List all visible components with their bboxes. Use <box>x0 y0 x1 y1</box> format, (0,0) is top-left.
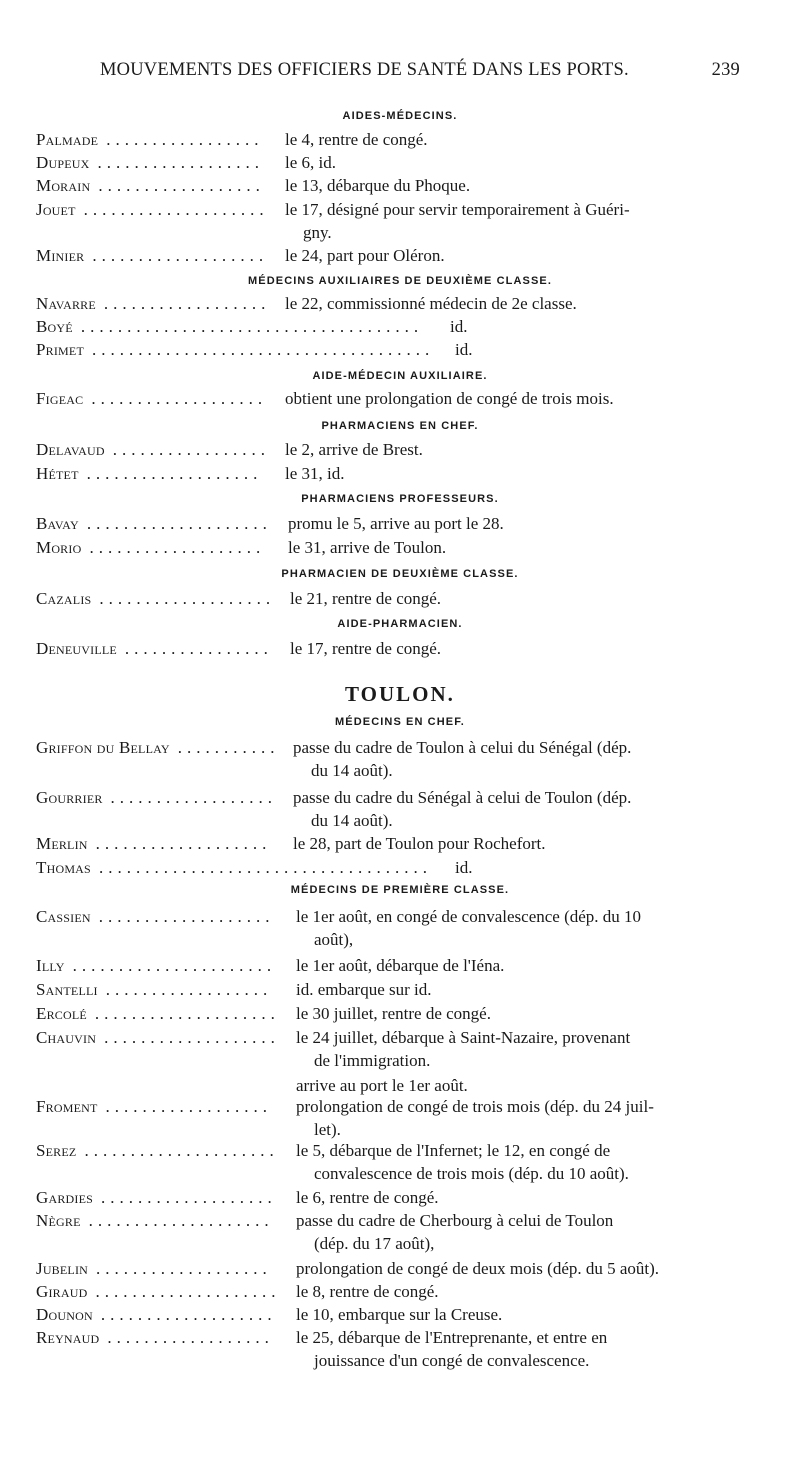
leader-dots: .................... <box>94 1004 280 1023</box>
entry-text-line: le 1er août, en congé de convalescence (dép. du 10 <box>296 907 642 926</box>
section-heading-medecins-auxiliaires: MÉDECINS AUXILIAIRES DE DEUXIÈME CLASSE. <box>248 275 552 287</box>
entry-name-deneuville: Deneuville <box>36 639 117 658</box>
entry-name-dounon: Dounon <box>36 1305 93 1324</box>
entry-name-froment: Froment <box>36 1097 98 1116</box>
entry-text-line: promu le 5, arrive au port le 28. <box>288 514 504 533</box>
leader-dots: ................... <box>95 834 272 853</box>
leader-dots: ................... <box>98 907 275 926</box>
leader-dots: ................... <box>99 589 276 608</box>
entry-text-line: gny. <box>303 223 332 242</box>
leader-dots: ................ <box>124 639 273 658</box>
entry-name-jouet: Jouet <box>36 200 76 219</box>
entry-text-line: le 4, rentre de congé. <box>285 130 428 149</box>
entry-text-line: du 14 août). <box>311 811 393 830</box>
entry-name-boye: Boyé <box>36 317 73 336</box>
entry-text-line: le 8, rentre de congé. <box>296 1282 439 1301</box>
entry-text-line: convalescence de trois mois (dép. du 10 août). <box>314 1164 629 1183</box>
entry-text-line: du 14 août). <box>311 761 393 780</box>
entry-text-line: le 13, débarque du Phoque. <box>285 176 471 195</box>
entry-name-negre: Nègre <box>36 1211 81 1230</box>
entry-text-line: arrive au port le 1er août. <box>296 1076 468 1095</box>
entry-name-dupeux: Dupeux <box>36 153 90 172</box>
leader-dots: .................. <box>103 294 271 313</box>
entry-name-jubelin: Jubelin <box>36 1259 89 1278</box>
section-heading-pharmaciens-professeurs: PHARMACIENS PROFESSEURS. <box>301 493 499 505</box>
leader-dots: ................... <box>89 538 266 557</box>
entry-text-line: le 5, débarque de l'Infernet; le 12, en congé de <box>296 1141 611 1160</box>
entry-name-delavaud: Delavaud <box>36 440 105 459</box>
leader-dots: ................. <box>112 440 271 459</box>
section-heading-aides-medecins: AIDES-MÉDECINS. <box>342 110 458 122</box>
leader-dots: .................... <box>83 200 269 219</box>
entry-name-palmade: Palmade <box>36 130 99 149</box>
entry-text-line: id. <box>455 340 473 359</box>
leader-dots: .................. <box>107 1328 274 1347</box>
entry-text-line: le 24 juillet, débarque à Saint-Nazaire, provenant <box>296 1028 631 1047</box>
entry-name-reynaud: Reynaud <box>36 1328 100 1347</box>
page-title: MOUVEMENTS DES OFFICIERS DE SANTÉ DANS LES PORTS. <box>100 60 629 80</box>
leader-dots: ................. <box>106 130 264 149</box>
entry-name-ercole: Ercolé <box>36 1004 87 1023</box>
entry-text-line: prolongation de congé de deux mois (dép. du 5 août). <box>296 1259 660 1278</box>
entry-text-line: passe du cadre du Sénégal à celui de Toulon (dép. <box>293 788 632 807</box>
page-number: 239 <box>711 60 740 80</box>
leader-dots: ..................................... <box>92 340 435 359</box>
leader-dots: .................. <box>110 788 278 807</box>
section-heading-medecins-premiere-classe: MÉDECINS DE PREMIÈRE CLASSE. <box>290 884 510 896</box>
leader-dots: .................. <box>98 176 265 195</box>
entry-name-chauvin: Chauvin <box>36 1028 97 1047</box>
entry-name-morio: Morio <box>36 538 82 557</box>
entry-text-line: (dép. du 17 août), <box>314 1234 435 1253</box>
entry-name-giraud: Giraud <box>36 1282 88 1301</box>
section-heading-pharmacien-deuxieme-classe: PHARMACIEN DE DEUXIÈME CLASSE. <box>281 568 519 580</box>
city-heading: TOULON. <box>345 682 455 706</box>
leader-dots: ...................... <box>72 956 277 975</box>
entry-name-primet: Primet <box>36 340 84 359</box>
entry-text-line: le 6, id. <box>285 153 336 172</box>
entry-name-gourrier: Gourrier <box>36 788 103 807</box>
leader-dots: ................... <box>100 1305 277 1324</box>
entry-text-line: le 24, part pour Oléron. <box>285 246 445 265</box>
entry-name-illy: Illy <box>36 956 65 975</box>
entry-text-line: le 25, débarque de l'Entreprenante, et entre en <box>296 1328 608 1347</box>
entry-name-hetet: Hétet <box>36 464 79 483</box>
leader-dots: ................... <box>86 464 263 483</box>
leader-dots: ................... <box>96 1259 272 1278</box>
entry-name-cazalis: Cazalis <box>36 589 92 608</box>
leader-dots: ................... <box>92 246 269 265</box>
leader-dots: ................... <box>101 1188 277 1207</box>
entry-name-minier: Minier <box>36 246 85 265</box>
leader-dots: .................... <box>95 1282 281 1301</box>
entry-name-morain: Morain <box>36 176 91 195</box>
entry-text-line: le 1er août, débarque de l'Iéna. <box>296 956 505 975</box>
section-heading-medecins-en-chef: MÉDECINS EN CHEF. <box>335 716 465 728</box>
section-heading-pharmaciens-en-chef: PHARMACIENS EN CHEF. <box>321 420 479 432</box>
leader-dots: ..................... <box>84 1141 279 1160</box>
entry-text-line: le 31, arrive de Toulon. <box>288 538 447 557</box>
entry-text-line: août), <box>314 930 354 949</box>
entry-text-line: prolongation de congé de trois mois (dép. du 24 juil- <box>296 1097 654 1116</box>
entry-text-line: le 17, désigné pour servir temporairement à Guéri- <box>285 200 630 219</box>
entry-name-griffon-du-bellay: Griffon du Bellay <box>36 738 170 757</box>
entry-text-line: passe du cadre de Cherbourg à celui de Toulon <box>296 1211 614 1230</box>
leader-dots: .................. <box>97 153 264 172</box>
entry-name-santelli: Santelli <box>36 980 98 999</box>
leader-dots: ................... <box>91 389 268 408</box>
entry-name-serez: Serez <box>36 1141 77 1160</box>
entry-name-thomas: Thomas <box>36 858 91 877</box>
entry-text-line: le 10, embarque sur la Creuse. <box>296 1305 503 1324</box>
section-heading-aide-medecin-auxiliaire: AIDE-MÉDECIN AUXILIAIRE. <box>312 370 488 382</box>
entry-text-line: le 22, commissionné médecin de 2e classe. <box>285 294 577 313</box>
leader-dots: .................... <box>86 514 272 533</box>
entry-name-merlin: Merlin <box>36 834 88 853</box>
leader-dots: .................................... <box>98 858 432 877</box>
leader-dots: ........... <box>177 738 280 757</box>
entry-text-line: le 30 juillet, rentre de congé. <box>296 1004 491 1023</box>
entry-name-bavay: Bavay <box>36 514 79 533</box>
leader-dots: ................... <box>104 1028 280 1047</box>
entry-text-line: id. <box>455 858 473 877</box>
entry-text-line: jouissance d'un congé de convalescence. <box>314 1351 590 1370</box>
leader-dots: ..................................... <box>80 317 424 336</box>
entry-text-line: id. embarque sur id. <box>296 980 432 999</box>
entry-text-line: le 17, rentre de congé. <box>290 639 442 658</box>
entry-text-line: le 21, rentre de congé. <box>290 589 442 608</box>
entry-text-line: id. <box>450 317 468 336</box>
entry-text-line: let). <box>314 1120 341 1139</box>
entry-text-line: le 28, part de Toulon pour Rochefort. <box>293 834 546 853</box>
entry-text-line: le 6, rentre de congé. <box>296 1188 439 1207</box>
leader-dots: .................. <box>105 980 273 999</box>
entry-text-line: le 2, arrive de Brest. <box>285 440 423 459</box>
entry-name-navarre: Navarre <box>36 294 96 313</box>
leader-dots: .................. <box>105 1097 273 1116</box>
entry-text-line: de l'immigration. <box>314 1051 431 1070</box>
entry-name-figeac: Figeac <box>36 389 84 408</box>
entry-name-gardies: Gardies <box>36 1188 94 1207</box>
entry-text-line: le 31, id. <box>285 464 345 483</box>
entry-text-line: passe du cadre de Toulon à celui du Sénégal (dép. <box>293 738 632 757</box>
running-header <box>100 60 740 90</box>
leader-dots: .................... <box>88 1211 274 1230</box>
section-heading-aide-pharmacien: AIDE-PHARMACIEN. <box>337 618 463 630</box>
entry-text-line: obtient une prolongation de congé de trois mois. <box>285 389 614 408</box>
entry-name-cassien: Cassien <box>36 907 91 926</box>
